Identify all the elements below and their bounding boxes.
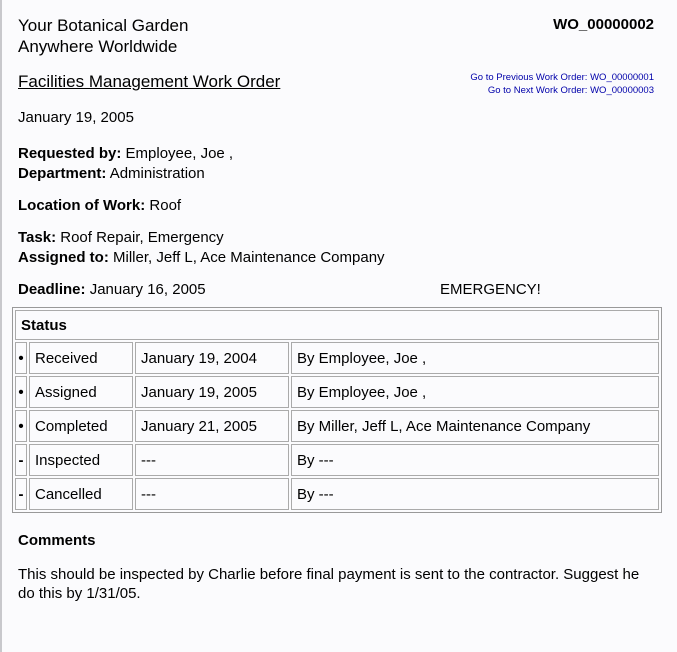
status-bullet: • <box>15 410 27 442</box>
previous-work-order-link[interactable]: Go to Previous Work Order: WO_00000001 <box>470 72 654 83</box>
task-value: Roof Repair, Emergency <box>60 229 224 246</box>
requested-by <box>18 144 233 164</box>
work-order-id: WO_00000002 <box>553 16 654 33</box>
status-bullet: • <box>15 376 27 408</box>
comments-heading: Comments <box>18 532 96 549</box>
status-name: Completed <box>29 410 133 442</box>
deadline-label: Deadline: <box>18 281 86 298</box>
assigned-to-label: Assigned to: <box>18 249 109 266</box>
task-label: Task: <box>18 229 57 246</box>
status-bullet: • <box>15 342 27 374</box>
status-header-row <box>15 310 659 340</box>
deadline <box>18 280 206 300</box>
status-by: By Employee, Joe , <box>291 376 659 408</box>
next-work-order-link[interactable]: Go to Next Work Order: WO_00000003 <box>487 85 654 96</box>
status-by: By --- <box>291 478 659 510</box>
status-dash: - <box>15 444 27 476</box>
comments-text: This should be inspected by Charlie before final payment is sent to the contractor. Suggest he do this by 1/31/05. <box>18 566 640 602</box>
status-date: January 19, 2005 <box>135 376 289 408</box>
status-dash: - <box>15 478 27 510</box>
task <box>18 228 224 248</box>
location-of-work <box>18 196 181 216</box>
requested-by-label: Requested by: <box>18 145 122 162</box>
status-by: By Employee, Joe , <box>291 342 659 374</box>
department-value: Administration <box>109 165 205 182</box>
work-order-navigation <box>470 71 654 97</box>
requested-by-value: Employee, Joe , <box>125 145 234 162</box>
table-row <box>15 410 659 442</box>
status-name: Inspected <box>29 444 133 476</box>
location-label: Location of Work: <box>18 197 146 214</box>
page-title: Facilities Management Work Order <box>18 72 281 91</box>
status-name: Cancelled <box>29 478 133 510</box>
org-line-2: Anywhere Worldwide <box>18 37 178 56</box>
assigned-to <box>18 248 385 268</box>
department-label: Department: <box>18 165 107 182</box>
table-row <box>15 376 659 408</box>
status-name: Assigned <box>29 376 133 408</box>
organization-name <box>18 15 188 57</box>
table-row <box>15 478 659 510</box>
table-row <box>15 444 659 476</box>
deadline-value: January 16, 2005 <box>89 281 206 298</box>
department <box>18 164 205 184</box>
status-by: By --- <box>291 444 659 476</box>
status-by: By Miller, Jeff L, Ace Maintenance Company <box>291 410 659 442</box>
location-value: Roof <box>149 197 182 214</box>
status-header: Status <box>15 310 659 340</box>
priority-flag: EMERGENCY! <box>440 281 541 298</box>
status-table <box>12 307 662 513</box>
status-date: --- <box>135 478 289 510</box>
status-date: --- <box>135 444 289 476</box>
status-date: January 21, 2005 <box>135 410 289 442</box>
org-line-1: Your Botanical Garden <box>18 16 189 35</box>
order-date: January 19, 2005 <box>18 109 134 126</box>
assigned-to-value: Miller, Jeff L, Ace Maintenance Company <box>113 249 385 266</box>
table-row <box>15 342 659 374</box>
status-name: Received <box>29 342 133 374</box>
status-date: January 19, 2004 <box>135 342 289 374</box>
